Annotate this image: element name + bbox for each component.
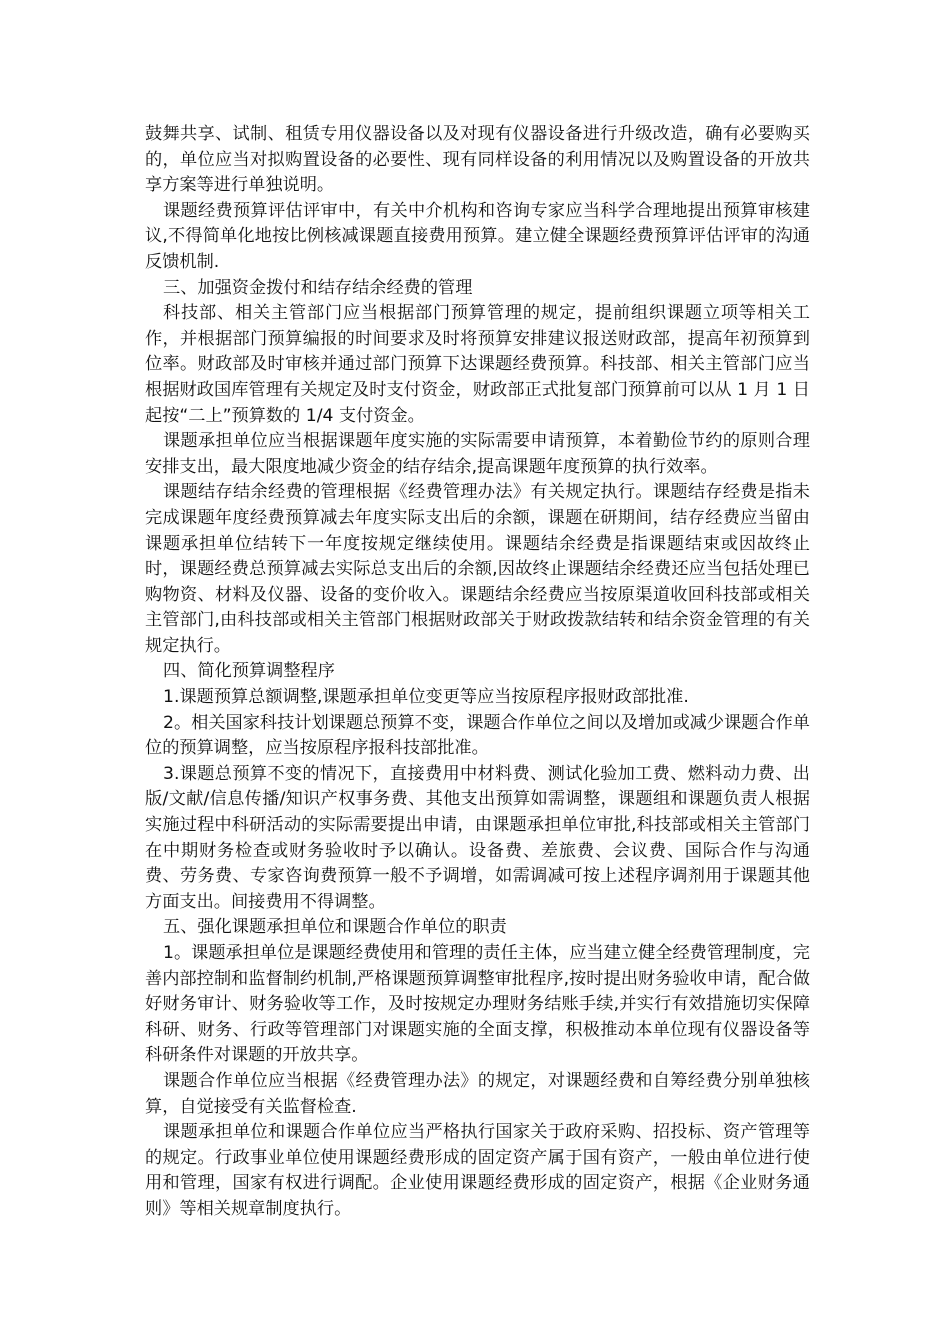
section-heading-5: 五、强化课题承担单位和课题合作单位的职责 (163, 917, 507, 938)
paragraph-8: 1.课题预算总额调整,课题承担单位变更等应当按原程序报财政部批准. (163, 687, 689, 708)
document-page (145, 122, 810, 1223)
paragraph-1: 鼓舞共享、试制、租赁专用仪器设备以及对现有仪器设备进行升级改造，确有必要购买的，单位应当对拟购置设备的必要性、现有同样设备的利用情况以及购置设备的开放共享方案等进行单独说明。 (145, 124, 810, 196)
section-heading-3: 三、加强资金拨付和结存结余经费的管理 (163, 277, 473, 298)
paragraph-13: 课题合作单位应当根据《经费管理办法》的规定，对课题经费和自筹经费分别单独核算，自觉接受有关监督检查. (145, 1070, 810, 1117)
section-heading-4: 四、简化预算调整程序 (163, 661, 335, 682)
paragraph-12: 1。课题承担单位是课题经费使用和管理的责任主体，应当建立健全经费管理制度，完善内部控制和监督制约机制,严格课题预算调整审批程序,按时提出财务验收申请，配合做好财务审计、财务验收等工作，及时按规定办理财务结账手续,并实行有效措施切实保障科研、财务、行政等管理部门对课题实施的全面支撑，积极推动本单位现有仪器设备等科研条件对课题的开放共享。 (145, 943, 810, 1066)
paragraph-5: 课题承担单位应当根据课题年度实施的实际需要申请预算，本着勤俭节约的原则合理安排支出，最大限度地减少资金的结存结余,提高课题年度预算的执行效率。 (145, 431, 810, 477)
paragraph-9: 2。相关国家科技计划课题总预算不变，课题合作单位之间以及增加或减少课题合作单位的预算调整，应当按原程序报科技部批准。 (145, 712, 810, 759)
paragraph-4: 科技部、相关主管部门应当根据部门预算管理的规定，提前组织课题立项等相关工作，并根据部门预算编报的时间要求及时将预算安排建议报送财政部，提高年初预算到位率。财政部及时审核并通过部门预算下达课题经费预算。科技部、相关主管部门应当根据财政国库管理有关规定及时支付资金，财政部正式批复部门预算前可以从 1 月 1 日起按“二上”预算数的 1/4 支付资金。 (145, 303, 810, 426)
paragraph-6: 课题结存结余经费的管理根据《经费管理办法》有关规定执行。课题结存经费是指未完成课题年度经费预算减去年度实际支出后的余额，课题在研期间，结存经费应当留由课题承担单位结转下一年度按规定继续使用。课题结余经费是指课题结束或因故终止时，课题经费总预算减去实际总支出后的余额,因故终止课题结余经费还应当包括处理已购物资、材料及仪器、设备的变价收入。课题结余经费应当按原渠道收回科技部或相关主管部门,由科技部或相关主管部门根据财政部关于财政拨款结转和结余资金管理的有关规定执行。 (145, 482, 810, 656)
paragraph-14: 课题承担单位和课题合作单位应当严格执行国家关于政府采购、招投标、资产管理等的规定。行政事业单位使用课题经费形成的固定资产属于国有资产，一般由单位进行使用和管理，国家有权进行调配。企业使用课题经费形成的固定资产，根据《企业财务通则》等相关规章制度执行。 (145, 1122, 810, 1219)
paragraph-2: 课题经费预算评估评审中，有关中介机构和咨询专家应当科学合理地提出预算审核建议,不得简单化地按比例核减课题直接费用预算。建立健全课题经费预算评估评审的沟通反馈机制. (145, 200, 810, 272)
paragraph-10: 3.课题总预算不变的情况下，直接费用中材料费、测试化验加工费、燃料动力费、出版/文献/信息传播/知识产权事务费、其他支出预算如需调整，课题组和课题负责人根据实施过程中科研活动的实际需要提出申请，由课题承担单位审批,科技部或相关主管部门在中期财务检查或财务验收时予以确认。设备费、差旅费、会议费、国际合作与沟通费、劳务费、专家咨询费预算一般不予调增，如需调减可按上述程序调剂用于课题其他方面支出。间接费用不得调整。 (145, 763, 810, 912)
